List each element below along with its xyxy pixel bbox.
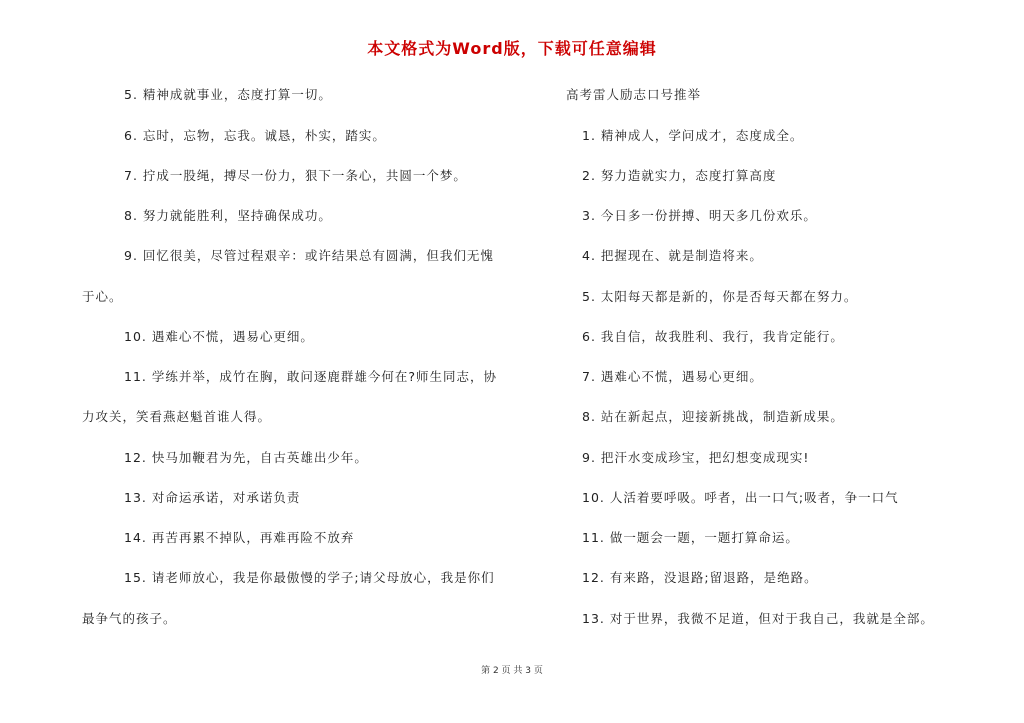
list-item: 6. 忘时，忘物，忘我。诚恳，朴实，踏实。 <box>124 128 386 143</box>
list-item: 15. 请老师放心，我是你最傲慢的学子;请父母放心，我是你们 <box>124 570 495 585</box>
list-item: 14. 再苦再累不掉队，再难再险不放弃 <box>124 530 355 545</box>
list-item: 11. 做一题会一题，一题打算命运。 <box>582 530 799 545</box>
list-item: 13. 对命运承诺，对承诺负责 <box>124 490 301 505</box>
list-item: 2. 努力造就实力，态度打算高度 <box>582 168 777 183</box>
list-item: 4. 把握现在、就是制造将来。 <box>582 248 763 263</box>
list-item-continuation: 力攻关，笑看燕赵魁首谁人得。 <box>82 409 272 424</box>
list-item-continuation: 于心。 <box>82 289 123 304</box>
page-number: 第 2 页 共 3 页 <box>481 666 543 676</box>
list-item: 6. 我自信，故我胜利、我行，我肯定能行。 <box>582 329 844 344</box>
list-item: 11. 学练并举，成竹在胸，敢问逐鹿群雄今何在?师生同志，协 <box>124 369 497 384</box>
list-item: 10. 人活着要呼吸。呼者，出一口气;吸者，争一口气 <box>582 490 899 505</box>
list-item: 9. 把汗水变成珍宝，把幻想变成现实! <box>582 450 810 465</box>
list-item: 7. 遇难心不慌，遇易心更细。 <box>582 369 763 384</box>
section-heading: 高考雷人励志口号推举 <box>566 87 702 102</box>
list-item: 3. 今日多一份拼搏、明天多几份欢乐。 <box>582 208 817 223</box>
list-item: 7. 拧成一股绳，搏尽一份力，狠下一条心，共圆一个梦。 <box>124 168 467 183</box>
list-item: 10. 遇难心不慌，遇易心更细。 <box>124 329 314 344</box>
list-item: 5. 太阳每天都是新的，你是否每天都在努力。 <box>582 289 858 304</box>
list-item-continuation: 最争气的孩子。 <box>82 611 177 626</box>
list-item: 12. 有来路，没退路;留退路，是绝路。 <box>582 570 818 585</box>
list-item: 12. 快马加鞭君为先，自古英雄出少年。 <box>124 450 368 465</box>
list-item: 5. 精神成就事业，态度打算一切。 <box>124 87 332 102</box>
document-banner: 本文格式为Word版，下载可任意编辑 <box>367 39 657 58</box>
list-item: 8. 站在新起点，迎接新挑战，制造新成果。 <box>582 409 844 424</box>
list-item: 9. 回忆很美，尽管过程艰辛：或许结果总有圆满，但我们无愧 <box>124 248 494 263</box>
list-item: 1. 精神成人，学问成才，态度成全。 <box>582 128 804 143</box>
list-item: 8. 努力就能胜利，坚持确保成功。 <box>124 208 332 223</box>
list-item: 13. 对于世界，我微不足道，但对于我自己，我就是全部。 <box>582 611 934 626</box>
